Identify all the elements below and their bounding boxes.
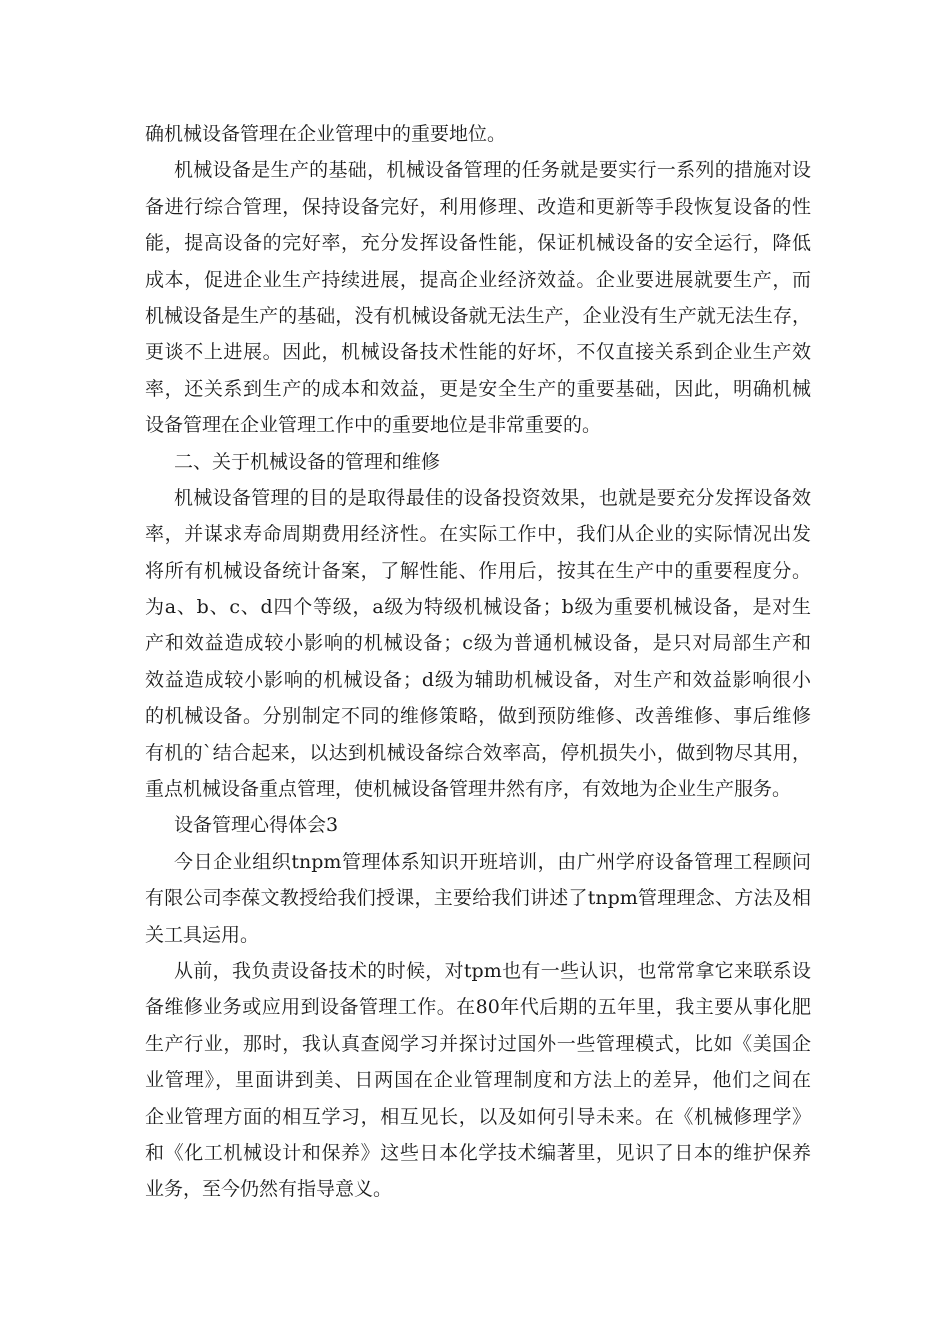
text-line: 能，提高设备的完好率，充分发挥设备性能，保证机械设备的安全运行，降低 (145, 232, 811, 255)
text-line: 生产行业，那时，我认真查阅学习并探讨过国外一些管理模式，比如《美国企 (145, 1032, 811, 1055)
text-line: 企业管理方面的相互学习，相互见长，以及如何引导未来。在《机械修理学》 (145, 1105, 811, 1128)
text-line: 从前，我负责设备技术的时候，对tpm也有一些认识，也常常拿它来联系设 (174, 959, 811, 982)
text-line: 业务，至今仍然有指导意义。 (145, 1178, 393, 1201)
text-line: 率，并谋求寿命周期费用经济性。在实际工作中，我们从企业的实际情况出发 (145, 523, 811, 546)
text-line: 设备管理心得体会3 (174, 814, 339, 837)
text-line: 关工具运用。 (145, 923, 260, 946)
text-line: 业管理》，里面讲到美、日两国在企业管理制度和方法上的差异，他们之间在 (145, 1069, 811, 1092)
text-line: 机械设备是生产的基础，机械设备管理的任务就是要实行一系列的措施对设 (174, 159, 811, 182)
text-line: 将所有机械设备统计备案，了解性能、作用后，按其在生产中的重要程度分。 (145, 559, 811, 582)
text-line: 和《化工机械设计和保养》这些日本化学技术编著里，见识了日本的维护保养 (145, 1141, 811, 1164)
text-line: 有机的`结合起来，以达到机械设备综合效率高，停机损失小，做到物尽其用， (145, 741, 811, 764)
text-line: 设备管理在企业管理工作中的重要地位是非常重要的。 (145, 414, 602, 437)
text-line: 机械设备是生产的基础，没有机械设备就无法生产，企业没有生产就无法生存， (145, 304, 811, 327)
document-body (145, 116, 811, 1208)
text-line: 备进行综合管理，保持设备完好，利用修理、改造和更新等手段恢复设备的性 (145, 195, 811, 218)
text-line: 确机械设备管理在企业管理中的重要地位。 (145, 123, 507, 145)
text-line: 成本，促进企业生产持续进展，提高企业经济效益。企业要进展就要生产，而 (145, 268, 811, 291)
text-line: 效益造成较小影响的机械设备；d级为辅助机械设备，对生产和效益影响很小 (145, 668, 811, 691)
text-line: 备维修业务或应用到设备管理工作。在80年代后期的五年里，我主要从事化肥 (145, 996, 811, 1019)
text-line: 的机械设备。分别制定不同的维修策略，做到预防维修、改善维修、事后维修 (145, 705, 811, 728)
text-line: 产和效益造成较小影响的机械设备；c级为普通机械设备，是只对局部生产和 (145, 632, 811, 655)
text-line: 重点机械设备重点管理，使机械设备管理井然有序，有效地为企业生产服务。 (145, 778, 792, 801)
text-line: 更谈不上进展。因此，机械设备技术性能的好坏，不仅直接关系到企业生产效 (145, 341, 811, 364)
text-line: 机械设备管理的目的是取得最佳的设备投资效果，也就是要充分发挥设备效 (174, 486, 811, 509)
text-line: 率，还关系到生产的成本和效益，更是安全生产的重要基础，因此，明确机械 (145, 377, 811, 400)
text-line: 为a、b、c、d四个等级，a级为特级机械设备；b级为重要机械设备，是对生 (145, 596, 811, 619)
text-line: 二、关于机械设备的管理和维修 (174, 450, 441, 473)
text-line: 今日企业组织tnpm管理体系知识开班培训，由广州学府设备管理工程顾问 (174, 850, 811, 873)
text-line: 有限公司李葆文教授给我们授课，主要给我们讲述了tnpm管理理念、方法及相 (145, 887, 811, 910)
